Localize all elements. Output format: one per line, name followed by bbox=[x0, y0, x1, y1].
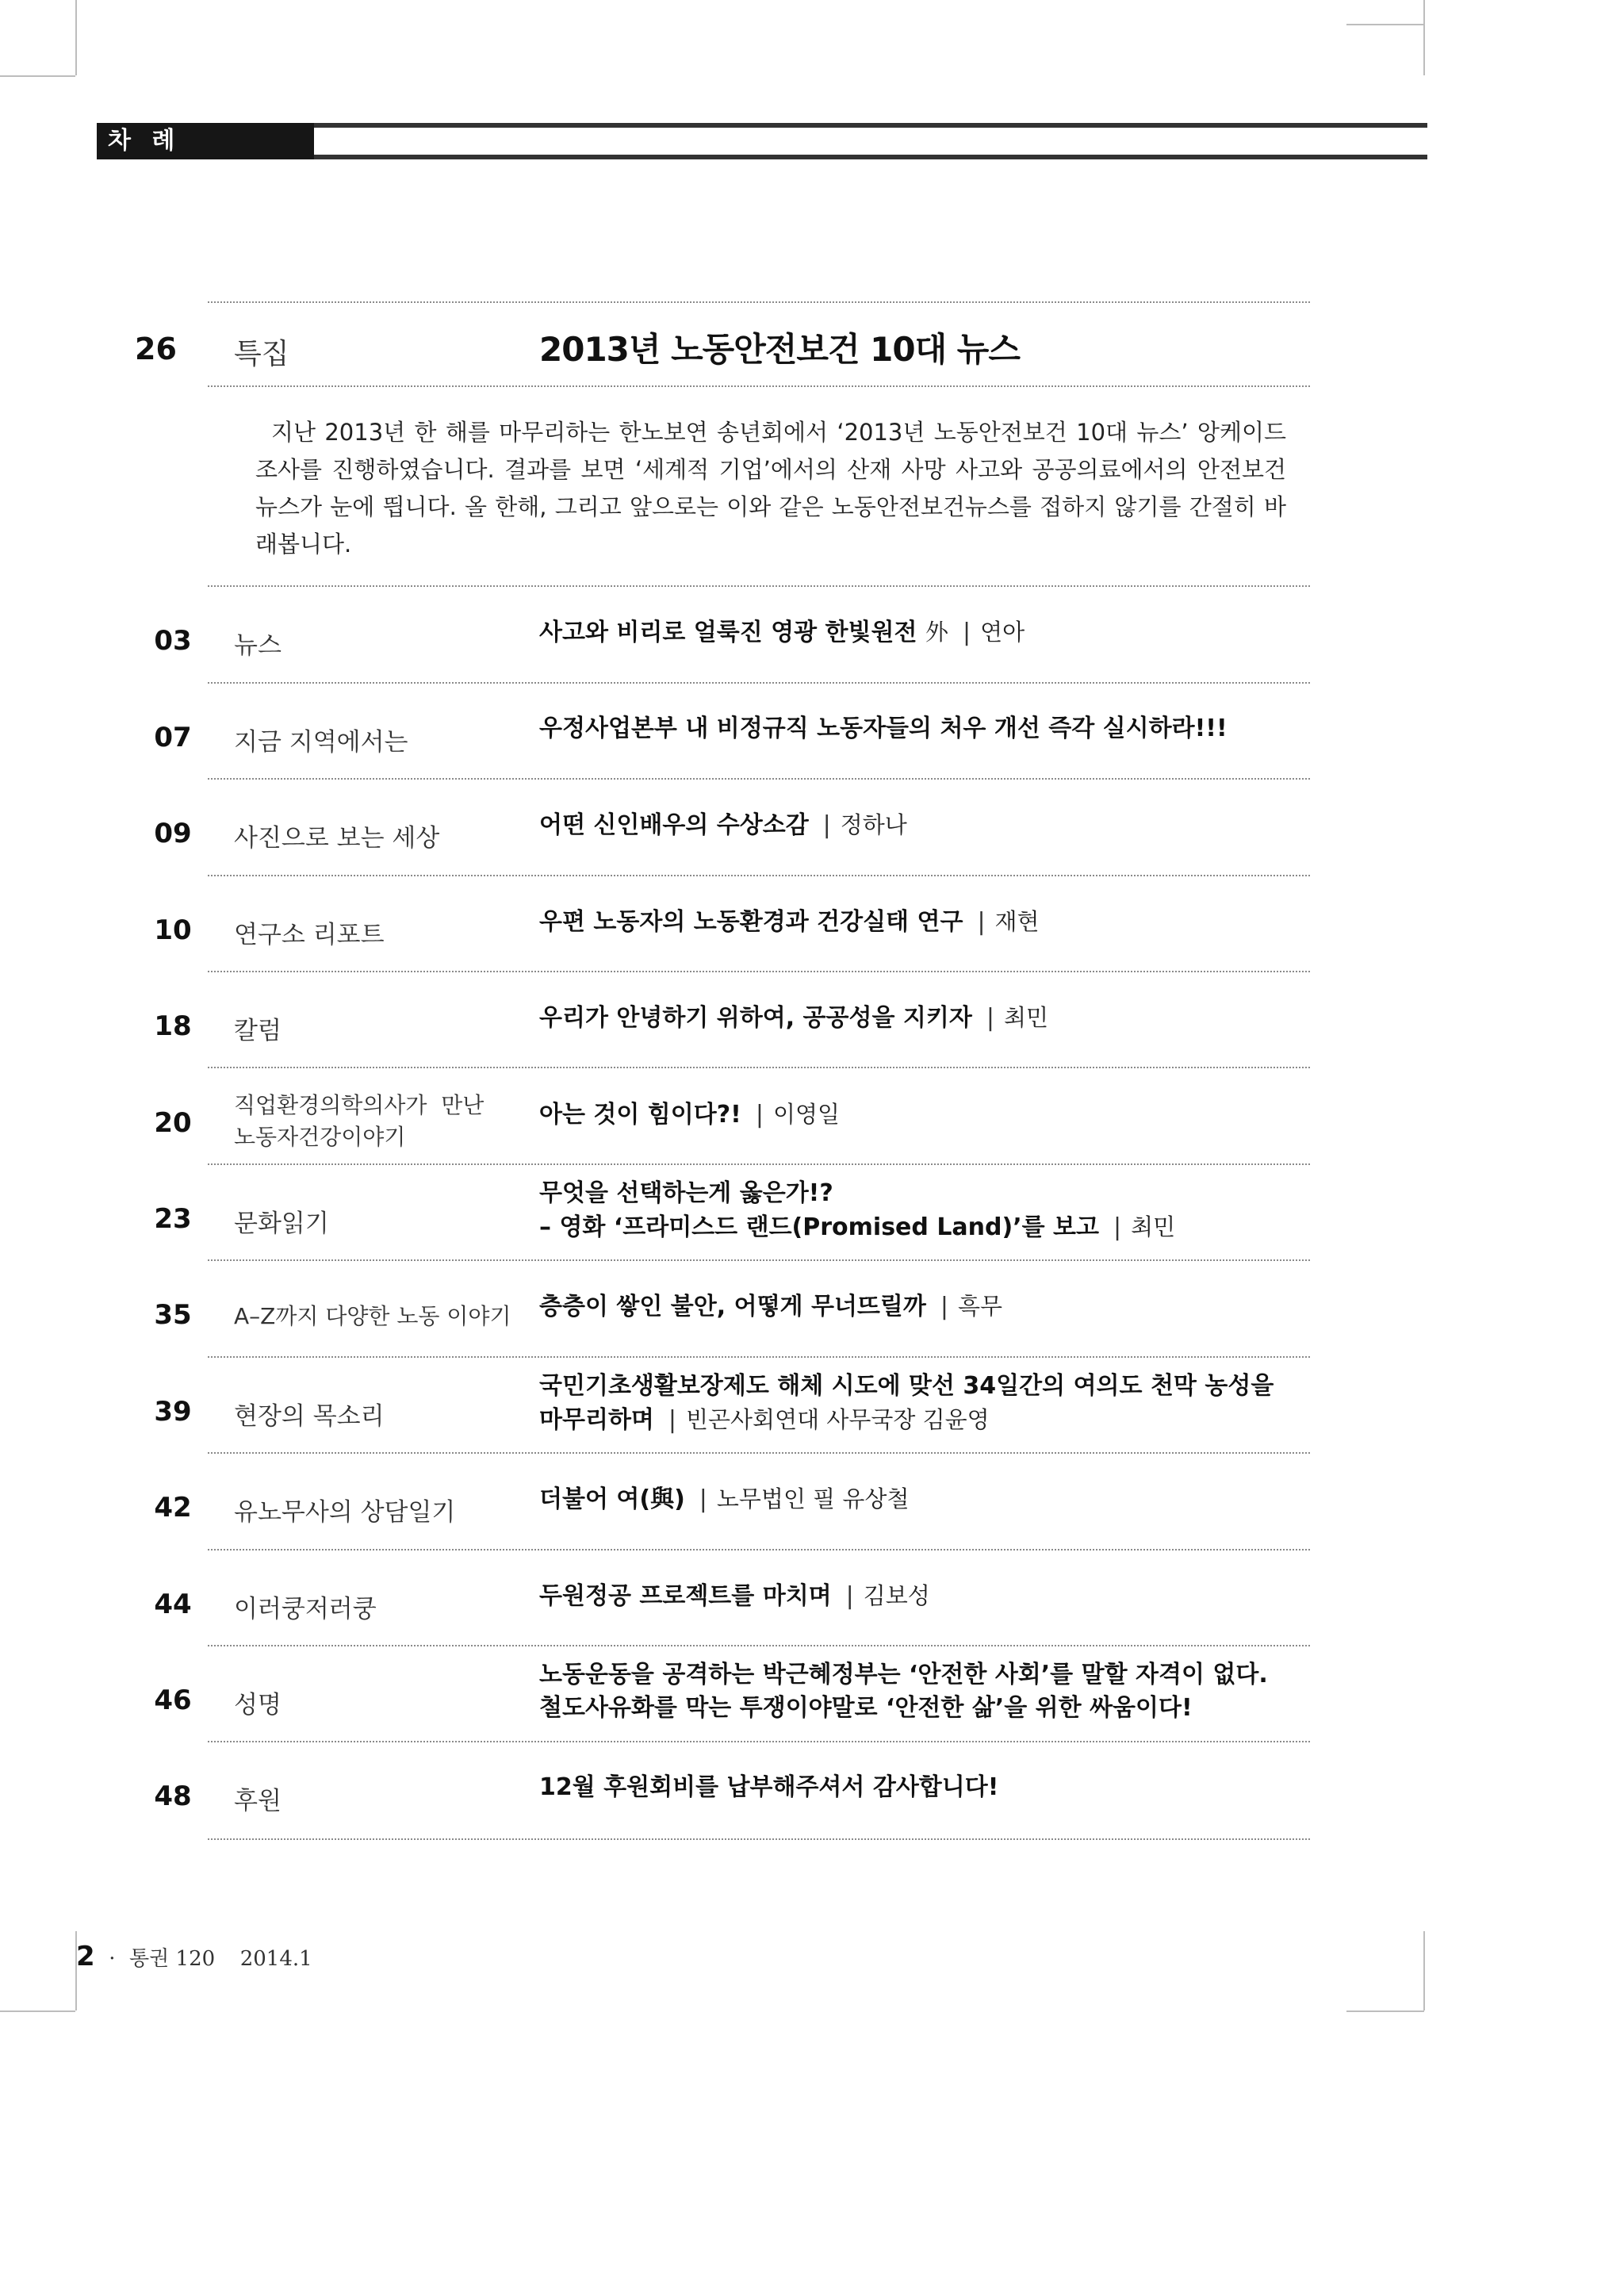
divider bbox=[208, 1356, 1310, 1358]
entry-author: 흑무 bbox=[957, 1293, 1003, 1320]
entry-title bbox=[539, 808, 907, 842]
entry-title: 우정사업본부 내 비정규직 노동자들의 처우 개선 즉각 실시하라!!! bbox=[539, 715, 1228, 742]
entry-title-line: 철도사유화를 막는 투쟁이야말로 ‘안전한 삶’을 위한 싸움이다! bbox=[539, 1694, 1193, 1722]
crop-mark bbox=[0, 2010, 75, 2012]
entry-title bbox=[539, 1370, 1274, 1437]
entry-title-suffix: 外 bbox=[925, 619, 948, 646]
author-separator: | bbox=[845, 1582, 854, 1610]
entry-author: 빈곤사회연대 사무국장 김윤영 bbox=[686, 1406, 990, 1433]
divider bbox=[208, 585, 1310, 587]
entry-category: 이러쿵저러쿵 bbox=[234, 1595, 377, 1623]
divider bbox=[208, 1549, 1310, 1550]
entry-author: 최민 bbox=[1003, 1004, 1048, 1031]
entry-page-number: 18 bbox=[154, 1010, 192, 1042]
crop-mark bbox=[75, 0, 77, 75]
toc-header bbox=[97, 123, 1427, 159]
divider bbox=[208, 875, 1310, 876]
entry-author: 김보성 bbox=[863, 1582, 930, 1609]
author-separator: | bbox=[822, 811, 831, 839]
author-separator: | bbox=[668, 1406, 677, 1434]
entry-title bbox=[539, 905, 1040, 939]
entry-category-line: 직업환경의학의사가 만난 bbox=[234, 1092, 485, 1118]
entry-page-number: 10 bbox=[154, 914, 192, 946]
feature-summary: 지난 2013년 한 해를 마무리하는 한노보연 송년회에서 ‘2013년 노동안전보건 10대 뉴스’ 앙케이드 조사를 진행하였습니다. 결과를 보면 ‘세계적 기업’에서의 산재 사망 사고와 공공의료에서의 안전보건 뉴스가 눈에 띕니다. 올 한해, 그리고 앞으로는 이와 같은 노동안전보건뉴스를 접하지 않기를 간절히 바래봅니다. bbox=[255, 419, 1286, 558]
entry-page-number: 42 bbox=[154, 1492, 192, 1524]
entry-author: 정하나 bbox=[840, 811, 907, 838]
crop-mark bbox=[1423, 1931, 1425, 2010]
author-separator: | bbox=[755, 1101, 764, 1129]
author-separator: | bbox=[1113, 1213, 1122, 1241]
entry-title-text: 사고와 비리로 얼룩진 영광 한빛원전 bbox=[539, 619, 917, 646]
entry-title-text: – 영화 ‘프라미스드 랜드(Promised Land)’를 보고 bbox=[539, 1213, 1100, 1241]
entry-title-text: 두원정공 프로젝트를 마치며 bbox=[539, 1582, 832, 1610]
entry-page-number: 35 bbox=[154, 1299, 192, 1331]
entry-page-number: 48 bbox=[154, 1780, 192, 1812]
entry-author: 노무법인 필 유상철 bbox=[716, 1485, 910, 1512]
entry-author: 연아 bbox=[980, 619, 1025, 646]
toc-header-label: 차 례 bbox=[97, 123, 314, 159]
divider bbox=[208, 301, 1310, 303]
entry-title-text: 층층이 쌓인 불안, 어떻게 무너뜨릴까 bbox=[539, 1293, 926, 1320]
header-rule bbox=[314, 123, 1427, 128]
entry-title-text: 우리가 안녕하기 위하여, 공공성을 지키자 bbox=[539, 1004, 972, 1032]
divider bbox=[208, 1259, 1310, 1261]
entry-title bbox=[539, 1579, 930, 1613]
entry-category: 사진으로 보는 세상 bbox=[234, 824, 440, 853]
entry-page-number: 46 bbox=[154, 1685, 192, 1716]
entry-title-line bbox=[539, 1403, 1274, 1437]
entry-title bbox=[539, 1658, 1268, 1725]
footer-date: 2014.1 bbox=[239, 1947, 312, 1971]
entry-author: 최민 bbox=[1131, 1213, 1176, 1240]
divider bbox=[208, 682, 1310, 684]
feature-category: 특집 bbox=[234, 338, 289, 370]
page-footer bbox=[76, 1941, 312, 1972]
author-separator: | bbox=[940, 1293, 948, 1320]
entry-category-line: 노동자건강이야기 bbox=[234, 1124, 406, 1150]
entry-category: 문화읽기 bbox=[234, 1209, 329, 1238]
author-separator: | bbox=[699, 1485, 707, 1513]
entry-title bbox=[539, 1177, 1175, 1244]
entry-category: A–Z까지 다양한 노동 이야기 bbox=[234, 1303, 511, 1329]
crop-mark bbox=[1423, 0, 1425, 75]
entry-category: 유노무사의 상담일기 bbox=[234, 1498, 456, 1527]
divider bbox=[208, 1163, 1310, 1165]
entry-title: 12월 후원회비를 납부해주셔서 감사합니다! bbox=[539, 1773, 999, 1801]
entry-title bbox=[539, 1482, 909, 1516]
entry-category: 지금 지역에서는 bbox=[234, 728, 408, 757]
entry-page-number: 23 bbox=[154, 1203, 192, 1235]
entry-category: 연구소 리포트 bbox=[234, 921, 385, 949]
crop-mark bbox=[1346, 24, 1424, 25]
entry-page-number: 03 bbox=[154, 625, 192, 657]
feature-title: 2013년 노동안전보건 10대 뉴스 bbox=[539, 330, 1020, 369]
entry-page-number: 20 bbox=[154, 1107, 192, 1139]
entry-title-text: 더불어 여(與) bbox=[539, 1485, 685, 1513]
entry-category: 현장의 목소리 bbox=[234, 1402, 385, 1431]
entry-author: 이영일 bbox=[772, 1101, 840, 1128]
entry-page-number: 44 bbox=[154, 1589, 192, 1620]
divider bbox=[208, 1741, 1310, 1742]
entry-title-line: 노동운동을 공격하는 박근혜정부는 ‘안전한 사회’를 말할 자격이 없다. bbox=[539, 1661, 1268, 1688]
author-separator: | bbox=[962, 619, 971, 646]
crop-mark bbox=[1346, 2010, 1424, 2012]
entry-title-line: 국민기초생활보장제도 해체 시도에 맞선 34일간의 여의도 천막 농성을 bbox=[539, 1372, 1274, 1400]
entry-category: 후원 bbox=[234, 1787, 282, 1815]
entry-page-number: 39 bbox=[154, 1396, 192, 1428]
entry-title bbox=[539, 615, 1025, 650]
entry-title bbox=[539, 1001, 1048, 1035]
divider bbox=[208, 971, 1310, 972]
entry-category: 칼럼 bbox=[234, 1017, 282, 1045]
header-rule bbox=[314, 155, 1427, 159]
entry-title-text: 마무리하며 bbox=[539, 1406, 654, 1434]
entry-title-text: 우편 노동자의 노동환경과 건강실태 연구 bbox=[539, 908, 963, 936]
entry-category: 뉴스 bbox=[234, 631, 282, 660]
entry-page-number: 07 bbox=[154, 722, 192, 753]
author-separator: | bbox=[986, 1004, 994, 1032]
entry-title-text: 아는 것이 힘이다?! bbox=[539, 1101, 741, 1129]
entry-title bbox=[539, 1290, 1002, 1324]
divider bbox=[208, 1838, 1310, 1840]
footer-page-number: 2 bbox=[76, 1941, 95, 1972]
crop-mark bbox=[0, 75, 75, 77]
footer-issue: 통권 120 bbox=[129, 1947, 216, 1971]
entry-title-text: 어떤 신인배우의 수상소감 bbox=[539, 811, 809, 839]
divider bbox=[208, 778, 1310, 780]
divider bbox=[208, 1067, 1310, 1068]
author-separator: | bbox=[977, 908, 986, 936]
feature-page-number: 26 bbox=[135, 332, 177, 366]
entry-title bbox=[539, 1098, 840, 1132]
entry-author: 재현 bbox=[994, 908, 1040, 935]
divider bbox=[208, 1645, 1310, 1646]
entry-category bbox=[234, 1090, 484, 1153]
entry-title-line bbox=[539, 1210, 1175, 1244]
entry-title-line: 무엇을 선택하는게 옳은가!? bbox=[539, 1179, 833, 1207]
divider bbox=[208, 1452, 1310, 1454]
entry-category: 성명 bbox=[234, 1691, 282, 1719]
footer-separator: · bbox=[109, 1947, 116, 1971]
divider bbox=[208, 385, 1310, 387]
entry-page-number: 09 bbox=[154, 818, 192, 849]
